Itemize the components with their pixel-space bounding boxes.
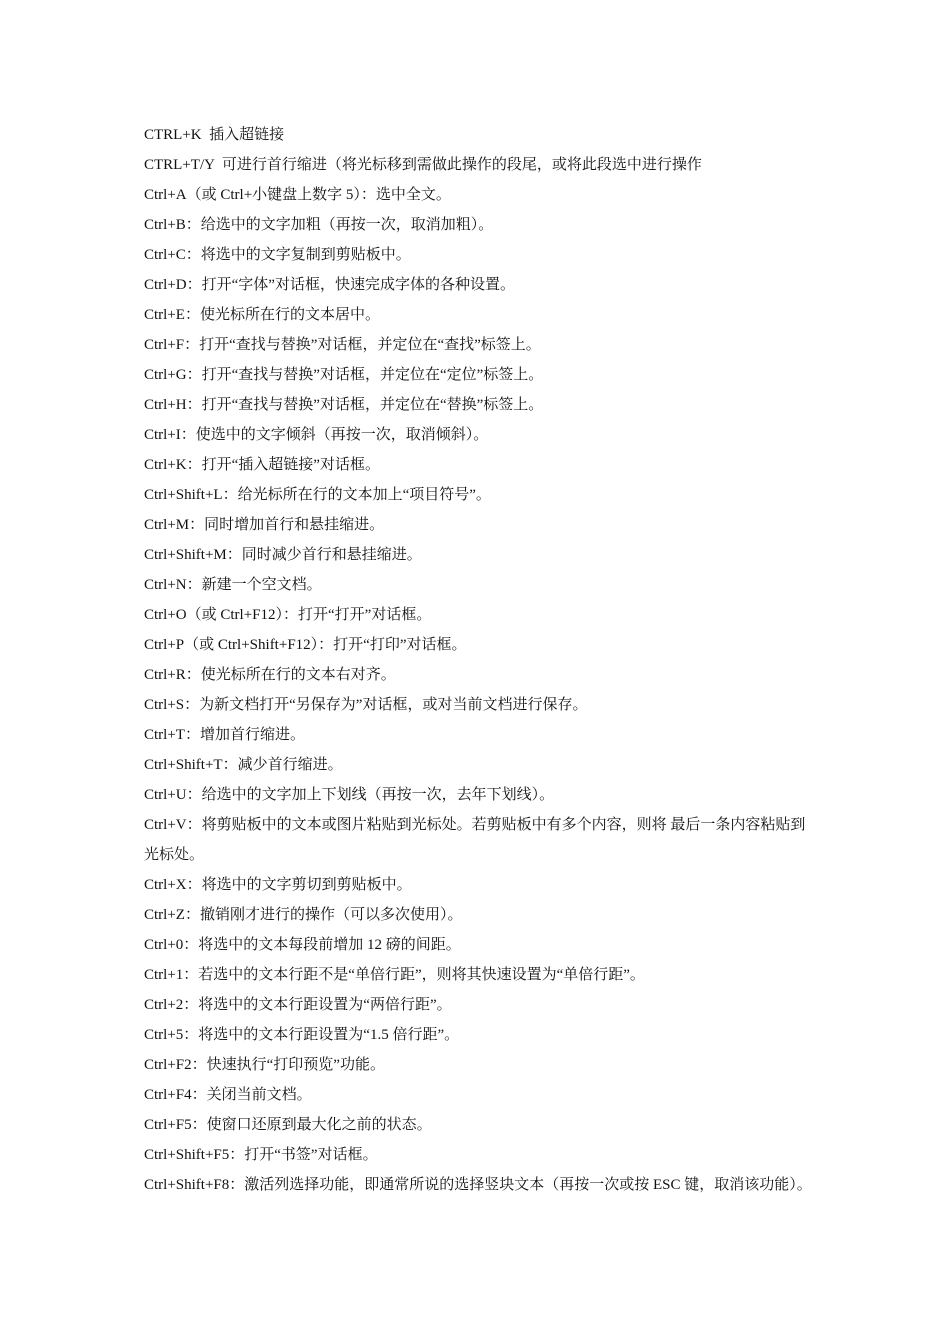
shortcut-line: Ctrl+P（或 Ctrl+Shift+F12）：打开“打印”对话框。	[144, 637, 467, 653]
shortcut-line: Ctrl+Shift+M：同时减少首行和悬挂缩进。	[144, 547, 422, 563]
shortcut-line: Ctrl+F2：快速执行“打印预览”功能。	[144, 1057, 385, 1073]
shortcut-line: Ctrl+Shift+F5：打开“书签”对话框。	[144, 1147, 378, 1163]
shortcut-line: Ctrl+Shift+F8：激活列选择功能，即通常所说的选择竖块文本（再按一次或按 ESC 键，取消该功能）。	[144, 1177, 812, 1193]
shortcut-line: Ctrl+O（或 Ctrl+F12）：打开“打开”对话框。	[144, 607, 432, 623]
shortcut-line: Ctrl+C：将选中的文字复制到剪贴板中。	[144, 247, 411, 263]
shortcut-line: Ctrl+H：打开“查找与替换”对话框，并定位在“替换”标签上。	[144, 397, 544, 413]
shortcut-line: Ctrl+V：将剪贴板中的文本或图片粘贴到光标处。若剪贴板中有多个内容，则将 最后一条内容粘贴到光标处。	[144, 817, 806, 863]
shortcut-line: Ctrl+F：打开“查找与替换”对话框，并定位在“查找”标签上。	[144, 337, 541, 353]
shortcut-line: Ctrl+M：同时增加首行和悬挂缩进。	[144, 517, 385, 533]
shortcut-line: Ctrl+Shift+T：减少首行缩进。	[144, 757, 343, 773]
shortcut-line: Ctrl+E：使光标所在行的文本居中。	[144, 307, 380, 323]
shortcut-line: Ctrl+A（或 Ctrl+小键盘上数字 5）：选中全文。	[144, 187, 451, 203]
shortcut-line: Ctrl+Z：撤销刚才进行的操作（可以多次使用）。	[144, 907, 463, 923]
shortcut-line: CTRL+T/Y 可进行首行缩进（将光标移到需做此操作的段尾，或将此段选中进行操作	[144, 157, 702, 173]
shortcut-line: Ctrl+S：为新文档打开“另保存为”对话框，或对当前文档进行保存。	[144, 697, 588, 713]
shortcut-line: Ctrl+T：增加首行缩进。	[144, 727, 305, 743]
shortcut-line: Ctrl+Shift+L：给光标所在行的文本加上“项目符号”。	[144, 487, 491, 503]
document-body	[144, 120, 812, 1200]
shortcut-line: Ctrl+R：使光标所在行的文本右对齐。	[144, 667, 396, 683]
shortcut-line: Ctrl+B：给选中的文字加粗（再按一次，取消加粗）。	[144, 217, 494, 233]
shortcut-line: Ctrl+2：将选中的文本行距设置为“两倍行距”。	[144, 997, 452, 1013]
shortcut-line: Ctrl+U：给选中的文字加上下划线（再按一次，去年下划线）。	[144, 787, 555, 803]
shortcut-line: Ctrl+5：将选中的文本行距设置为“1.5 倍行距”。	[144, 1027, 460, 1043]
shortcut-line: Ctrl+X：将选中的文字剪切到剪贴板中。	[144, 877, 412, 893]
shortcut-line: Ctrl+I：使选中的文字倾斜（再按一次，取消倾斜）。	[144, 427, 489, 443]
shortcut-line: Ctrl+1：若选中的文本行距不是“单倍行距”，则将其快速设置为“单倍行距”。	[144, 967, 645, 983]
shortcut-line: Ctrl+G：打开“查找与替换”对话框，并定位在“定位”标签上。	[144, 367, 544, 383]
shortcut-line: Ctrl+0：将选中的文本每段前增加 12 磅的间距。	[144, 937, 461, 953]
shortcut-line: Ctrl+D：打开“字体”对话框，快速完成字体的各种设置。	[144, 277, 515, 293]
shortcut-line: Ctrl+K：打开“插入超链接”对话框。	[144, 457, 380, 473]
shortcut-line: Ctrl+F5：使窗口还原到最大化之前的状态。	[144, 1117, 432, 1133]
shortcut-line: Ctrl+F4：关闭当前文档。	[144, 1087, 312, 1103]
shortcut-line: Ctrl+N：新建一个空文档。	[144, 577, 322, 593]
shortcut-line: CTRL+K 插入超链接	[144, 127, 285, 143]
